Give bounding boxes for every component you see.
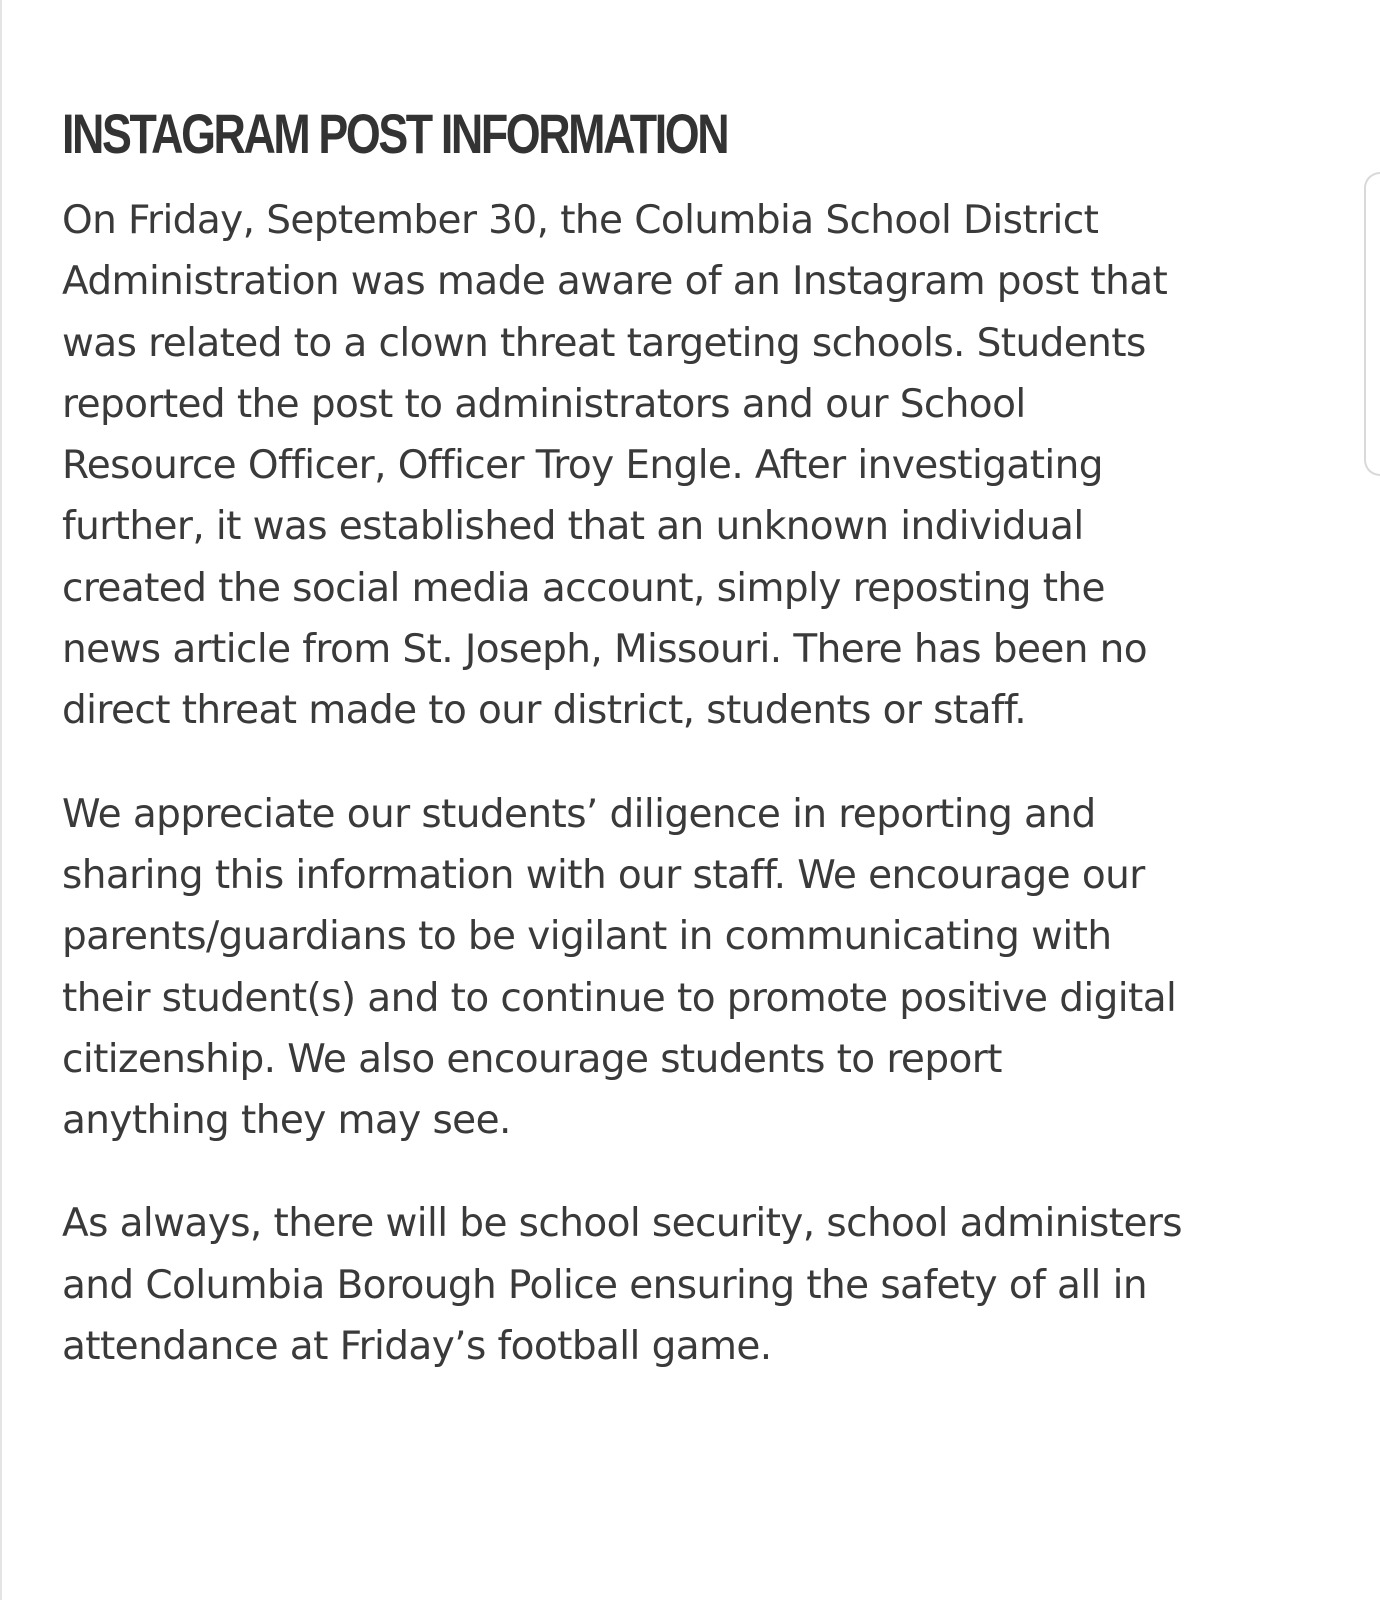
- paragraph-incident: On Friday, September 30, the Columbia School District Administration was made aware of an Instagram post that was related to a clown threat targeting schools. Students reported the post to administrators and our School Resource Officer, Officer Troy Engle. After investigating further, it was established that an unknown individual created the social media account, simply reposting the news article from St. Joseph, Missouri. There has been no direct threat made to our district, students or staff.: [62, 198, 1168, 734]
- page-title: INSTAGRAM POST INFORMATION: [62, 102, 728, 165]
- paragraph-security: As always, there will be school security, school administers and Columbia Borough Police ensuring the safety of all in attendance at Friday’s football game.: [62, 1201, 1183, 1370]
- edge-scroll-handle[interactable]: [1364, 172, 1380, 476]
- article-content: [62, 96, 1322, 1377]
- paragraph-appreciation: We appreciate our students’ diligence in reporting and sharing this information with our staff. We encourage our parents/guardians to be vigilant in communicating with their student(s) and to continue to promote positive digital citizenship. We also encourage students to report anything they may see.: [62, 791, 1177, 1144]
